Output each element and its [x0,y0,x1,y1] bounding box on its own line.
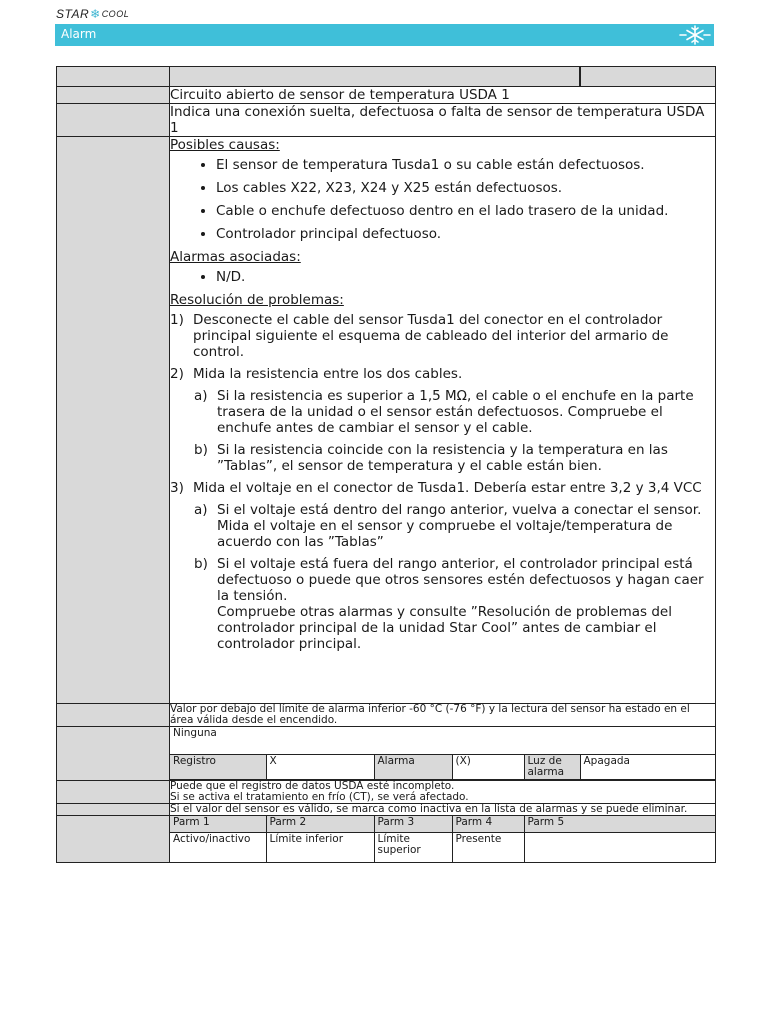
row-deactivation [57,804,716,816]
consequence-text: Puede que el registro de datos USDA esté incompleto. Si se activa el tratamiento en frío (CT), se verá afectado. [170,781,716,804]
list-item: • El sensor de temperatura Tusda1 o su cable están defectuosos. [216,157,715,173]
params-header-row [170,816,715,832]
alarma-value: (X) [452,755,524,780]
list-item: • N/D. [216,269,715,285]
header-cell-side [57,67,170,87]
reaction-value: Ninguna [173,727,217,739]
param-value: Activo/inactivo [170,832,266,862]
step-2a: a) Si la resistencia es superior a 1,5 MΩ, el cable o el enchufe en la parte trasera de la unidad o el sensor están defectuosos. Compruebe el enchufe antes de cambiar el sensor y el cable. [194,388,694,436]
registro-value: X [266,755,374,780]
step-3: 3) Mida el voltaje en el conector de Tusda1. Debería estar entre 3,2 y 3,4 VCC [170,480,702,496]
causes-heading: Posibles causas: [170,137,280,153]
step-3a: a) Si el voltaje está dentro del rango anterior, vuelva a conectar el sensor. Mida el voltaje en el sensor y compruebe el voltaje/temperatura de acuerdo con las ”Tablas” [194,502,702,550]
param-value [524,832,715,862]
param-value: Límite superior [374,832,452,862]
row-reaction [57,727,716,781]
activation-text: Valor por debajo del límite de alarma inferior -60 °C (-76 °F) y la lectura del sensor ha estado en el área válida desde el encendido. [170,704,716,727]
luz-label: Luz de alarma [524,755,580,780]
step-2: 2) Mida la resistencia entre los dos cables. [170,366,463,382]
list-item: • Cable o enchufe defectuoso dentro en el lado trasero de la unidad. [216,203,715,219]
table-header-row [57,67,716,87]
param-header: Parm 4 [452,816,524,832]
list-item: • Controlador principal defectuoso. [216,226,715,242]
section-header-bar [55,24,714,46]
snowflake-decor-icon [678,25,712,45]
param-header: Parm 1 [170,816,266,832]
param-value: Presente [452,832,524,862]
step-2b: b) Si la resistencia coincide con la resistencia y la temperatura en las ”Tablas”, el sensor de temperatura y el cable están bien. [194,442,668,474]
params-value-row [170,832,715,862]
causes-list [170,157,715,242]
params-cell [170,816,716,863]
list-item: • Los cables X22, X23, X24 y X25 están defectuosos. [216,180,715,196]
row-title [57,87,716,104]
row-consequence [57,781,716,804]
snowflake-icon: ❄ [90,7,101,21]
associated-list [170,269,715,285]
header-cell-right [580,67,716,87]
luz-value: Apagada [580,755,715,780]
param-value: Límite inferior [266,832,374,862]
param-header: Parm 2 [266,816,374,832]
associated-heading: Alarmas asociadas: [170,249,301,265]
param-header: Parm 3 [374,816,452,832]
registro-label: Registro [170,755,266,780]
alarm-table [56,66,716,863]
logo-text-cool: COOL [101,9,130,19]
step-3b: b) Si el voltaje está fuera del rango anterior, el controlador principal está defectuoso o puede que otros sensores estén defectuosos y hagan caer la tensión. Compruebe otras alarmas y consulte ”Resolución de problemas del controlador principal de la unidad Star Cool” antes de cambiar el controlador principal. [194,556,704,652]
alarm-title: Circuito abierto de sensor de temperatura USDA 1 [170,87,716,104]
section-title: Alarm [61,27,97,41]
details-cell [170,137,716,704]
row-description [57,104,716,137]
alarm-description: Indica una conexión suelta, defectuosa o falta de sensor de temperatura USDA 1 [170,104,716,137]
alarma-label: Alarma [374,755,452,780]
brand-logo [56,6,129,22]
params-table [170,816,715,862]
row-params [57,816,716,863]
deactivation-text: Si el valor del sensor es válido, se marca como inactiva en la lista de alarmas y se puede eliminar. [170,804,716,816]
row-activation [57,704,716,727]
header-cell-main [170,67,580,87]
troubleshoot-heading: Resolución de problemas: [170,292,344,308]
logo-text-star: STAR [56,7,90,21]
param-header: Parm 5 [524,816,715,832]
reaction-cell [170,727,716,781]
reaction-table [170,754,715,780]
row-details [57,137,716,704]
step-1: 1) Desconecte el cable del sensor Tusda1 del conector en el controlador principal siguiente el esquema de cableado del interior del armario de control. [170,312,669,360]
